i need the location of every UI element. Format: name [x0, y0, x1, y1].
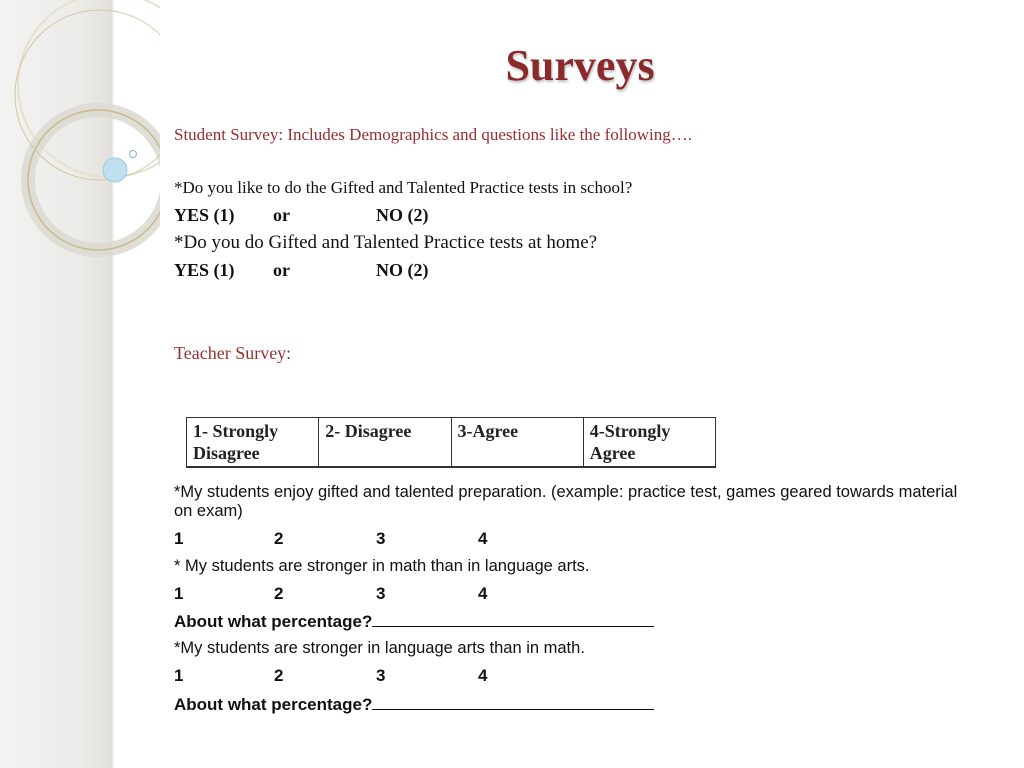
- decorative-rings: [0, 0, 160, 300]
- percentage-blank-line: [372, 694, 654, 710]
- answer-or: or: [273, 260, 290, 280]
- answer-or: or: [273, 205, 290, 225]
- rating-4: 4: [478, 584, 488, 603]
- scale-cell: 1- Strongly Disagree: [187, 418, 319, 468]
- table-row: [187, 418, 716, 468]
- slide-title: Surveys: [505, 41, 655, 90]
- scale-cell: 3-Agree: [451, 418, 583, 468]
- answer-no: NO (2): [376, 205, 429, 225]
- rating-4: 4: [478, 529, 488, 548]
- student-question-2: *Do you do Gifted and Talented Practice tests at home?: [174, 232, 598, 253]
- answer-yes: YES (1): [174, 260, 235, 280]
- rating-2: 2: [274, 666, 284, 685]
- rating-2: 2: [274, 584, 284, 603]
- answer-yes: YES (1): [174, 205, 235, 225]
- answer-row-1: [174, 205, 429, 226]
- student-survey-heading: Student Survey: Includes Demographics and questions like the following….: [174, 125, 692, 144]
- rating-3: 3: [376, 529, 386, 548]
- percentage-prompt: [174, 611, 654, 632]
- teacher-question-2: * My students are stronger in math than in language arts.: [174, 557, 590, 575]
- rating-1: 1: [174, 529, 184, 548]
- rating-1: 1: [174, 584, 184, 603]
- student-question-1: *Do you like to do the Gifted and Talented Practice tests in school?: [174, 178, 633, 197]
- rating-row: [174, 584, 488, 604]
- teacher-question-3: *My students are stronger in language arts than in math.: [174, 639, 585, 657]
- rating-row: [174, 666, 488, 686]
- scale-cell: 2- Disagree: [319, 418, 451, 468]
- rating-3: 3: [376, 666, 386, 685]
- rating-4: 4: [478, 666, 488, 685]
- scale-cell: 4-Strongly Agree: [583, 418, 715, 468]
- percentage-prompt: [174, 694, 654, 715]
- rating-1: 1: [174, 666, 184, 685]
- teacher-question-1: *My students enjoy gifted and talented preparation. (example: practice test, games geared towards material on exam): [174, 483, 958, 520]
- rating-row: [174, 529, 488, 549]
- percentage-label: About what percentage?: [174, 612, 373, 631]
- rating-3: 3: [376, 584, 386, 603]
- answer-no: NO (2): [376, 260, 429, 280]
- teacher-survey-heading: Teacher Survey:: [174, 343, 292, 363]
- percentage-blank-line: [372, 611, 654, 627]
- percentage-label: About what percentage?: [174, 695, 373, 714]
- answer-row-2: [174, 260, 429, 281]
- rating-2: 2: [274, 529, 284, 548]
- rating-scale-table: [186, 417, 716, 468]
